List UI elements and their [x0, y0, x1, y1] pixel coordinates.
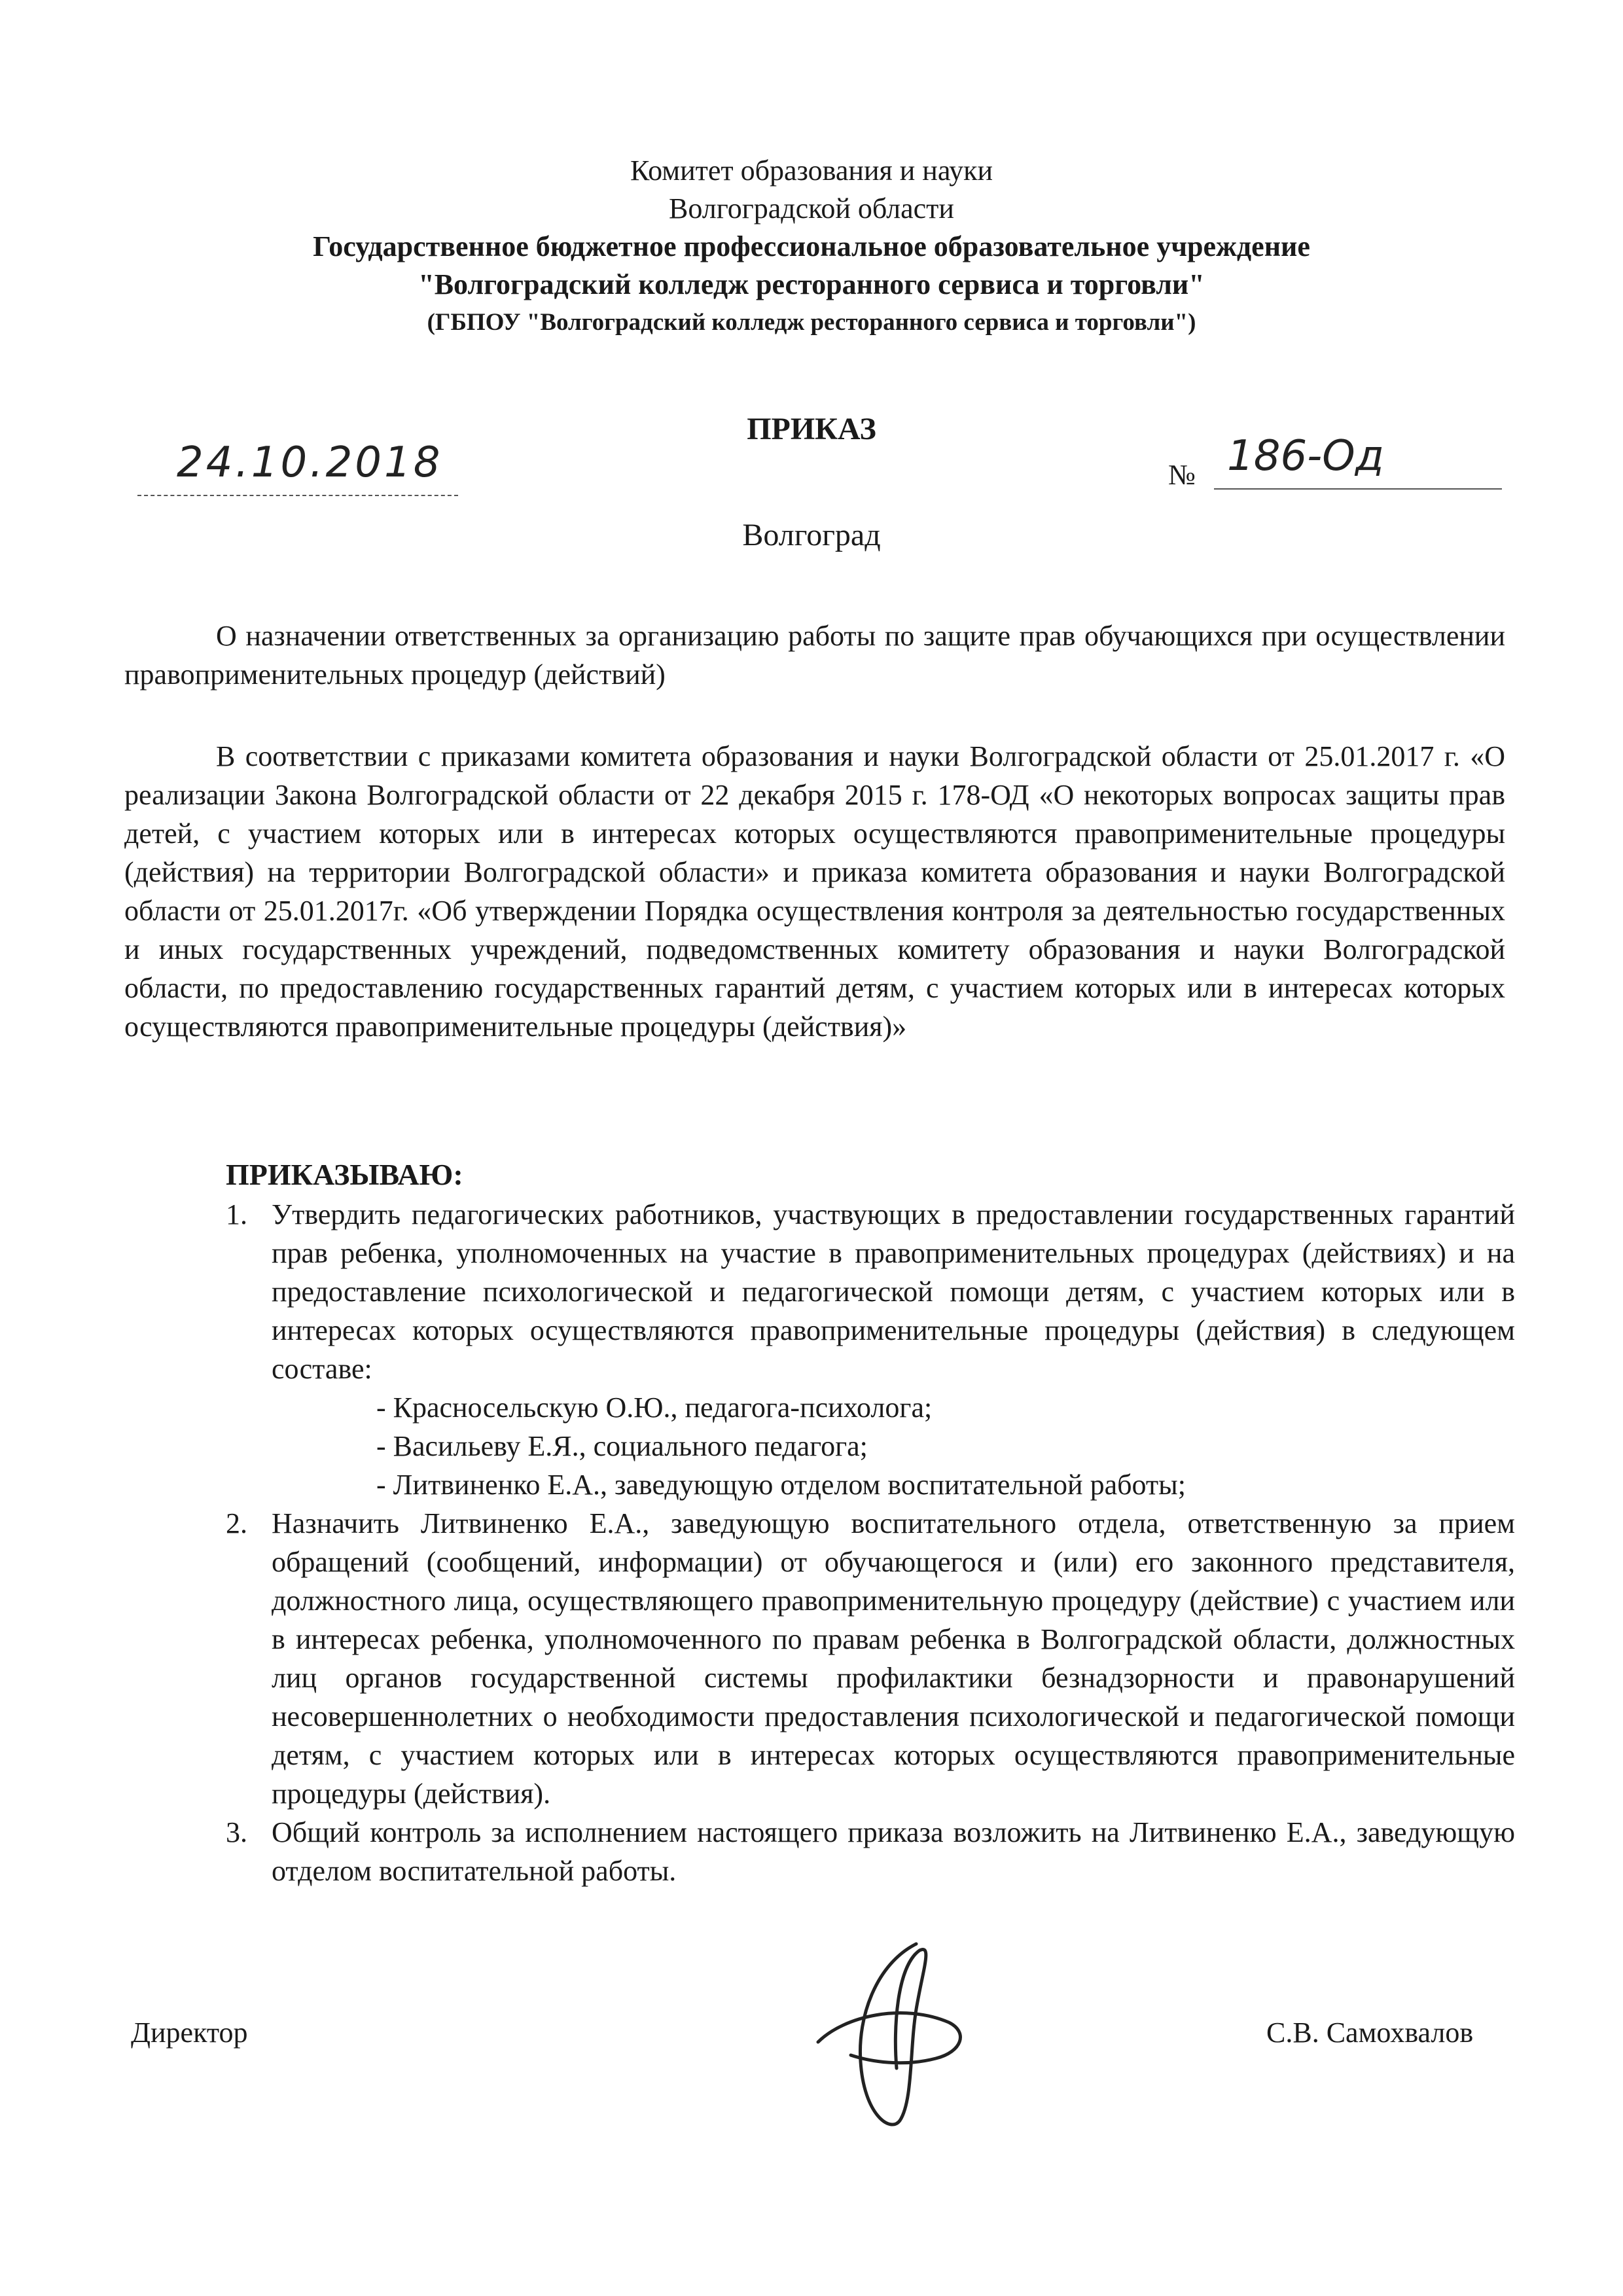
handwritten-signature — [779, 1937, 988, 2140]
item-number: 2. — [226, 1507, 247, 1539]
order-items — [226, 1195, 1515, 1890]
item-number: 3. — [226, 1816, 247, 1848]
order-date-field — [137, 439, 458, 497]
number-underline — [1214, 488, 1502, 490]
signer-name: С.В. Самохвалов — [1266, 2017, 1474, 2049]
header-committee: Комитет образования и науки — [630, 154, 993, 187]
order-item — [226, 1813, 1515, 1890]
header-region: Волгоградской области — [669, 192, 954, 224]
basis-text: В соответствии с приказами комитета образования и науки Волгоградской области от 25.01.2017 г. «О реализации Закона Волгоградской области от 22 декабря 2015 г. 178-ОД «О некоторых вопросах защиты прав детей, с участием которых или в интересах которых осуществляются правоприменительные процедуры (действия) на территории Волгоградской области» и приказа комитета образования и науки Волгоградской области от 25.01.2017г. «Об утверждении Порядка осуществления контроля за деятельностью государственных и иных государственных учреждений, подведомственных комитету образования и науки Волгоградской области, по предоставлению государственных гарантий детям, с участием которых или в интересах которых осуществляются правоприменительные процедуры (действия)» — [124, 740, 1505, 1043]
document-city: Волгоград — [742, 518, 881, 552]
order-item — [226, 1195, 1515, 1504]
header-institution-type: Государственное бюджетное профессиональное образовательное учреждение — [313, 230, 1310, 262]
order-number: 186-Од — [1227, 432, 1384, 480]
order-heading: ПРИКАЗЫВАЮ: — [226, 1158, 463, 1191]
document-header — [131, 152, 1492, 342]
signer-position: Директор — [131, 2017, 248, 2049]
order-item — [226, 1504, 1515, 1813]
order-date: 24.10.2018 — [177, 439, 443, 487]
staff-member: - Васильеву Е.Я., социального педагога; — [376, 1430, 868, 1462]
staff-member: - Красносельскую О.Ю., педагога-психолога; — [376, 1391, 933, 1424]
item-text: Общий контроль за исполнением настоящего приказа возложить на Литвиненко Е.А., заведующую отделом воспитательной работы. — [272, 1816, 1515, 1887]
item-number: 1. — [226, 1198, 247, 1230]
order-basis — [124, 737, 1505, 1046]
number-sign: № — [1168, 459, 1196, 491]
document-title: ПРИКАЗ — [747, 412, 876, 446]
signature-block — [0, 2016, 1623, 2147]
item-text: Утвердить педагогических работников, участвующих в предоставлении государственных гарантий прав ребенка, уполномоченных на участие в правоприменительных процедурах (действиях) и на предоставление психологической и педагогической помощи детям, с участием которых или в интересах которых осуществляются правоприменительные процедуры (действия) в следующем составе: — [272, 1198, 1515, 1385]
order-number-field — [1162, 432, 1502, 491]
staff-member: - Литвиненко Е.А., заведующую отделом воспитательной работы; — [376, 1469, 1186, 1501]
subject-text: О назначении ответственных за организацию работы по защите прав обучающихся при осуществлении правоприменительных процедур (действий) — [124, 620, 1505, 691]
header-institution-name: "Волгоградский колледж ресторанного сервиса и торговли" — [418, 268, 1205, 300]
header-institution-short: (ГБПОУ "Волгоградский колледж ресторанного сервиса и торговли") — [427, 309, 1196, 336]
item-text: Назначить Литвиненко Е.А., заведующую воспитательного отдела, ответственную за прием обращений (сообщений, информации) от обучающегося и (или) его законного представителя, должностного лица, осуществляющего правоприменительную процедуру (действие) с участием или в интересах ребенка, уполномоченного по правам ребенка в Волгоградской области, должностных лиц органов государственной системы профилактики безнадзорности и правонарушений несовершеннолетних о необходимости предоставления психологической и педагогической помощи детям, с участием которых или в интересах которых осуществляются правоприменительные процедуры (действия). — [272, 1507, 1515, 1810]
order-subject — [124, 617, 1505, 694]
date-underline — [137, 495, 458, 496]
